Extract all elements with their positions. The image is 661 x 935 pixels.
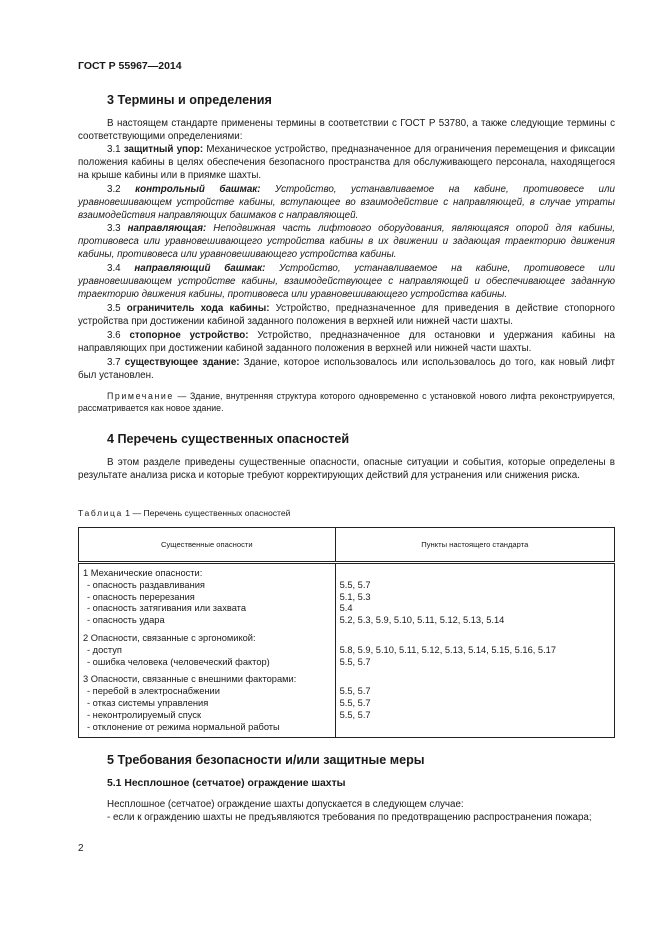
term-name: направляющая: <box>127 223 207 234</box>
group-title: 1 Механические опасности: <box>79 563 336 580</box>
table-row <box>79 722 615 738</box>
section-5-1-title: 5.1 Несплошное (сетчатое) ограждение шахты <box>107 778 346 789</box>
term-definition: Устройство, предназначенное для остановки и удержания кабины на направляющих при достижении кабиной заданного положения в верхней или нижней части шахты. <box>78 330 615 355</box>
table-group-row <box>79 668 615 686</box>
table-row <box>79 580 615 592</box>
term-definition: Устройство, устанавливаемое на кабине, противовесе или уравновешивающем устройстве кабины, вступающее во взаимодействие с направляющей, в случае утраты взаимодействия направляющих башмаков с направляющей. <box>78 184 615 222</box>
section-3-title: 3 Термины и определения <box>107 93 272 107</box>
term-definition: Неподвижная часть лифтового оборудования, являющаяся опорой для кабины, противовеса или уравновешивающего устройства кабины в их движении и задающая траекторию движения кабины, противовеса или уравновешивающего устройства кабины. <box>78 223 615 261</box>
clauses-cell: 5.5, 5.7 <box>335 657 614 669</box>
table-row <box>79 710 615 722</box>
table-row <box>79 657 615 669</box>
hazard-cell: - неконтролируемый спуск <box>79 710 336 722</box>
table-row <box>79 592 615 604</box>
term-name: существующее здание: <box>124 357 240 368</box>
term-definition: Здание, которое использовалось или использовалось до того, как новый лифт был установлен. <box>78 357 615 382</box>
term-number: 3.2 <box>107 184 121 195</box>
clauses-cell: 5.1, 5.3 <box>335 592 614 604</box>
hazard-cell: - опасность удара <box>79 615 336 627</box>
term-definition: Устройство, предназначенное для приведения в действие стопорного устройства при достижении кабиной заданного положения в верхней или нижней части шахты. <box>78 303 615 328</box>
page-number: 2 <box>78 843 84 854</box>
term-3-5 <box>78 302 615 328</box>
section-4-intro: В этом разделе приведены существенные опасности, опасные ситуации и события, которые определены в результате анализа риска и которые требуют корректирующих действий для устранения или снижения риска. <box>78 457 615 482</box>
section-5-1-para-1: Несплошное (сетчатое) ограждение шахты допускается в следующем случае: <box>107 799 464 810</box>
section-5-title: 5 Требования безопасности и/или защитные меры <box>107 753 425 767</box>
table-row <box>79 698 615 710</box>
hazard-cell: - перебой в электроснабжении <box>79 686 336 698</box>
header-clauses: Пункты настоящего стандарта <box>335 528 614 563</box>
section-3-intro: В настоящем стандарте применены термины в соответствии с ГОСТ Р 53780, а также следующие термины с соответствующими определениями: <box>78 118 615 143</box>
table-caption <box>78 508 290 518</box>
term-number: 3.4 <box>107 263 121 274</box>
term-name: контрольный башмак: <box>135 184 261 195</box>
table-row <box>79 603 615 615</box>
term-number: 3.3 <box>107 223 121 234</box>
table-row <box>79 615 615 627</box>
table-group-row <box>79 563 615 580</box>
table-row <box>79 645 615 657</box>
clauses-cell: 5.4 <box>335 603 614 615</box>
term-number: 3.7 <box>107 357 121 368</box>
table-group-row <box>79 627 615 645</box>
note-text: — Здание, внутренняя структура которого одновременно с установкой нового лифта реконструируется, рассматривается как новое здание. <box>78 391 615 414</box>
clauses-cell <box>335 722 614 738</box>
note <box>78 390 615 414</box>
section-5-1-para-2: - если к ограждению шахты не предъявляются требования по предотвращению распространения пожара; <box>107 812 592 823</box>
term-3-4 <box>78 262 615 302</box>
term-number: 3.5 <box>107 303 121 314</box>
term-number: 3.6 <box>107 330 121 341</box>
note-label: Примечание <box>107 391 174 401</box>
section-4-title: 4 Перечень существенных опасностей <box>107 432 350 446</box>
term-3-3 <box>78 222 615 262</box>
term-definition: Механическое устройство, предназначенное для ограничения перемещения и фиксации положения кабины в целях обеспечения безопасного пространства для обслуживающего персонала, находящегося на крыше кабины или в приямке шахты. <box>78 144 615 182</box>
hazard-cell: - доступ <box>79 645 336 657</box>
term-3-7 <box>78 356 615 382</box>
header-hazards: Существенные опасности <box>79 528 336 563</box>
term-name: стопорное устройство: <box>129 330 249 341</box>
clauses-cell: 5.8, 5.9, 5.10, 5.11, 5.12, 5.13, 5.14, 5.15, 5.16, 5.17 <box>335 645 614 657</box>
table-header-row <box>79 528 615 563</box>
hazard-cell: - опасность раздавливания <box>79 580 336 592</box>
clauses-cell: 5.5, 5.7 <box>335 710 614 722</box>
clauses-cell: 5.5, 5.7 <box>335 686 614 698</box>
standard-header: ГОСТ Р 55967—2014 <box>78 60 182 72</box>
clauses-cell: 5.5, 5.7 <box>335 698 614 710</box>
term-name: ограничитель хода кабины: <box>126 303 270 314</box>
hazard-cell: - опасность затягивания или захвата <box>79 603 336 615</box>
hazard-cell: - опасность перерезания <box>79 592 336 604</box>
hazards-table <box>78 527 615 738</box>
group-title: 3 Опасности, связанные с внешними факторами: <box>79 668 336 686</box>
term-3-1 <box>78 143 615 183</box>
hazard-cell: - ошибка человека (человеческий фактор) <box>79 657 336 669</box>
term-name: защитный упор: <box>123 144 204 155</box>
clauses-cell: 5.5, 5.7 <box>335 580 614 592</box>
table-caption-text: 1 — Перечень существенных опасностей <box>122 508 291 518</box>
term-3-2 <box>78 183 615 223</box>
term-3-6 <box>78 329 615 355</box>
hazard-cell: - отказ системы управления <box>79 698 336 710</box>
term-number: 3.1 <box>107 144 121 155</box>
hazard-cell: - отклонение от режима нормальной работы <box>79 722 336 738</box>
table-caption-label: Таблица <box>78 508 123 518</box>
term-name: направляющий башмак: <box>134 263 266 274</box>
term-definition: Устройство, устанавливаемое на кабине, противовесе или уравновешивающем устройстве кабины, взаимодействующее с направляющей и обеспечивающее заданную траекторию движения кабины, противовеса или уравновешивающего устройства кабины. <box>78 263 615 301</box>
clauses-cell: 5.2, 5.3, 5.9, 5.10, 5.11, 5.12, 5.13, 5.14 <box>335 615 614 627</box>
group-title: 2 Опасности, связанные с эргономикой: <box>79 627 336 645</box>
table-row <box>79 686 615 698</box>
